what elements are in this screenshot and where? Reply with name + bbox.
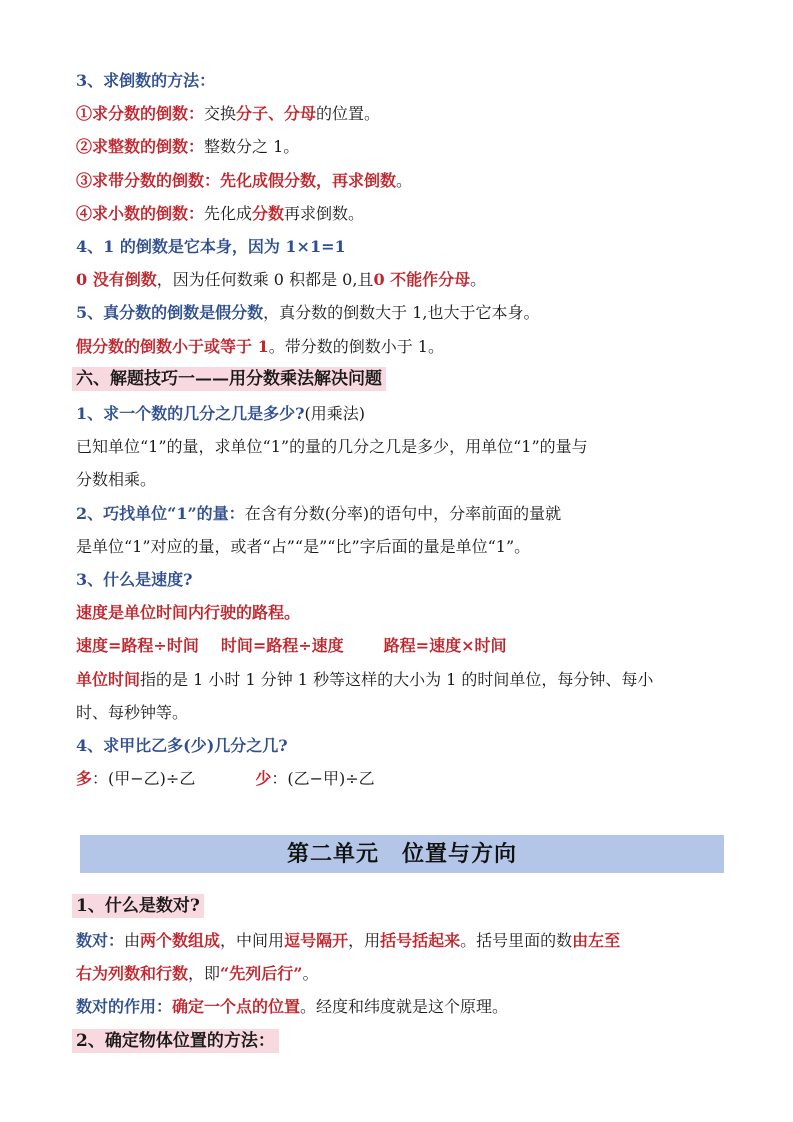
q4-formulas [76,768,375,790]
heading-reciprocal-methods: 3、求倒数的方法： [76,71,216,90]
label: ③求带分数的倒数： [76,171,221,190]
number-pair-usage [76,996,508,1018]
text: 。括号里面的数 [460,931,573,950]
text: ，用 [348,931,381,950]
rule-proper-fraction [76,302,540,324]
rule-zero [76,269,486,291]
formula-time: 时间=路程÷速度 [220,636,344,655]
q2-text-line2: 是单位“1”对应的量，或者“占”“是”“比”字后面的量是单位“1”。 [76,537,531,556]
speed-formulas [76,635,506,657]
number-pair-line1 [76,930,620,952]
formula-speed: 速度=路程÷时间 [76,636,199,655]
text: 先化成 [204,204,253,223]
unit-time-line1 [76,669,653,691]
section-six-title: 六、解题技巧一——用分数乘法解决问题 [72,367,386,391]
text: 。 [396,171,413,190]
text-red: 括号括起来 [380,931,461,950]
label: ①求分数的倒数： [76,104,205,123]
text-blue: 2、巧找单位“1”的量： [76,504,245,523]
text: 在含有分数(分率)的语句中，分率前面的量就 [244,504,562,523]
text-red: 分数 [252,204,285,223]
text: ，中间用 [220,931,285,950]
text: (用乘法) [304,404,366,423]
text-red: 单位时间 [76,670,141,689]
text: 整数分之 1。 [204,137,300,156]
q1-text-line1: 已知单位“1”的量，求单位“1”的量的几分之几是多少，用单位“1”的量与 [76,437,588,456]
less-formula: ：(乙−甲)÷乙 [271,769,375,788]
speed-definition: 速度是单位时间内行驶的路程。 [76,603,301,622]
text: ，因为任何数乘 0 积都是 0,且 [156,270,374,289]
text-blue: 5、 [76,303,104,322]
more-label: 多 [76,769,93,788]
more-formula: ：(甲−乙)÷乙 [92,769,196,788]
position-method-heading [76,1030,279,1052]
text: 的位置。 [316,104,381,123]
text-red: 确定一个点的位置 [172,997,301,1016]
q1-heading [76,403,365,425]
q4-heading: 4、求甲比乙多(少)几分之几? [76,736,288,755]
text: 指的是 1 小时 1 分钟 1 秒等这样的大小为 1 的时间单位，每分钟、每小 [140,670,654,689]
text-red: 两个数组成 [140,931,221,950]
text-blue: 因为 1×1=1 [247,237,346,256]
q2-heading [76,503,561,525]
label: ④求小数的倒数： [76,204,205,223]
text: 交换 [204,104,237,123]
text: 。 [302,964,319,983]
rule-improper-fraction [76,336,444,358]
text-red: 0 不能作分母 [373,270,471,289]
text-blue: 真分数的倒数是假分数 [103,303,264,322]
text-red: 由左至 [572,931,621,950]
text-blue: 4、1 的倒数是它本身， [76,237,248,256]
text-red: “先列后行” [220,964,303,983]
text: 。 [470,270,487,289]
text: 。经度和纬度就是这个原理。 [300,997,509,1016]
q3-heading: 3、什么是速度? [76,570,193,589]
formula-distance: 路程=速度×时间 [383,636,507,655]
text-blue: 1、求一个数的几分之几是多少? [76,404,305,423]
number-pair-line2 [76,963,318,985]
text-red: 0 没有倒数 [76,270,157,289]
text-blue: 数对： [76,931,125,950]
number-pair-heading [76,895,204,917]
less-label: 少 [255,769,272,788]
rule-fraction-reciprocal [76,103,380,125]
rule-one-reciprocal [76,236,346,258]
rule-mixed-reciprocal [76,170,412,192]
number-pair-title: 1、什么是数对? [72,894,204,918]
text: 先化成假分数，再求倒数 [220,171,397,190]
label: ②求整数的倒数： [76,137,205,156]
section-six-heading [76,368,386,390]
position-method-title: 2、确定物体位置的方法： [72,1029,279,1053]
text-red: 假分数的倒数小于或等于 1 [76,337,269,356]
text: ，即 [188,964,221,983]
text: 由 [124,931,141,950]
text: ，真分数的倒数大于 1,也大于它本身。 [263,303,540,322]
unit-two-banner: 第二单元 位置与方向 [80,835,724,873]
rule-decimal-reciprocal [76,203,364,225]
text-red: 分子、分母 [236,104,317,123]
rule-integer-reciprocal [76,136,299,158]
text: 再求倒数。 [284,204,365,223]
q1-text-line2: 分数相乘。 [76,470,157,489]
text: 。带分数的倒数小于 1。 [268,337,444,356]
text-red: 逗号隔开 [284,931,349,950]
text-red: 右为列数和行数 [76,964,189,983]
text-blue: 数对的作用： [76,997,173,1016]
unit-time-line2: 时、每秒钟等。 [76,703,189,722]
